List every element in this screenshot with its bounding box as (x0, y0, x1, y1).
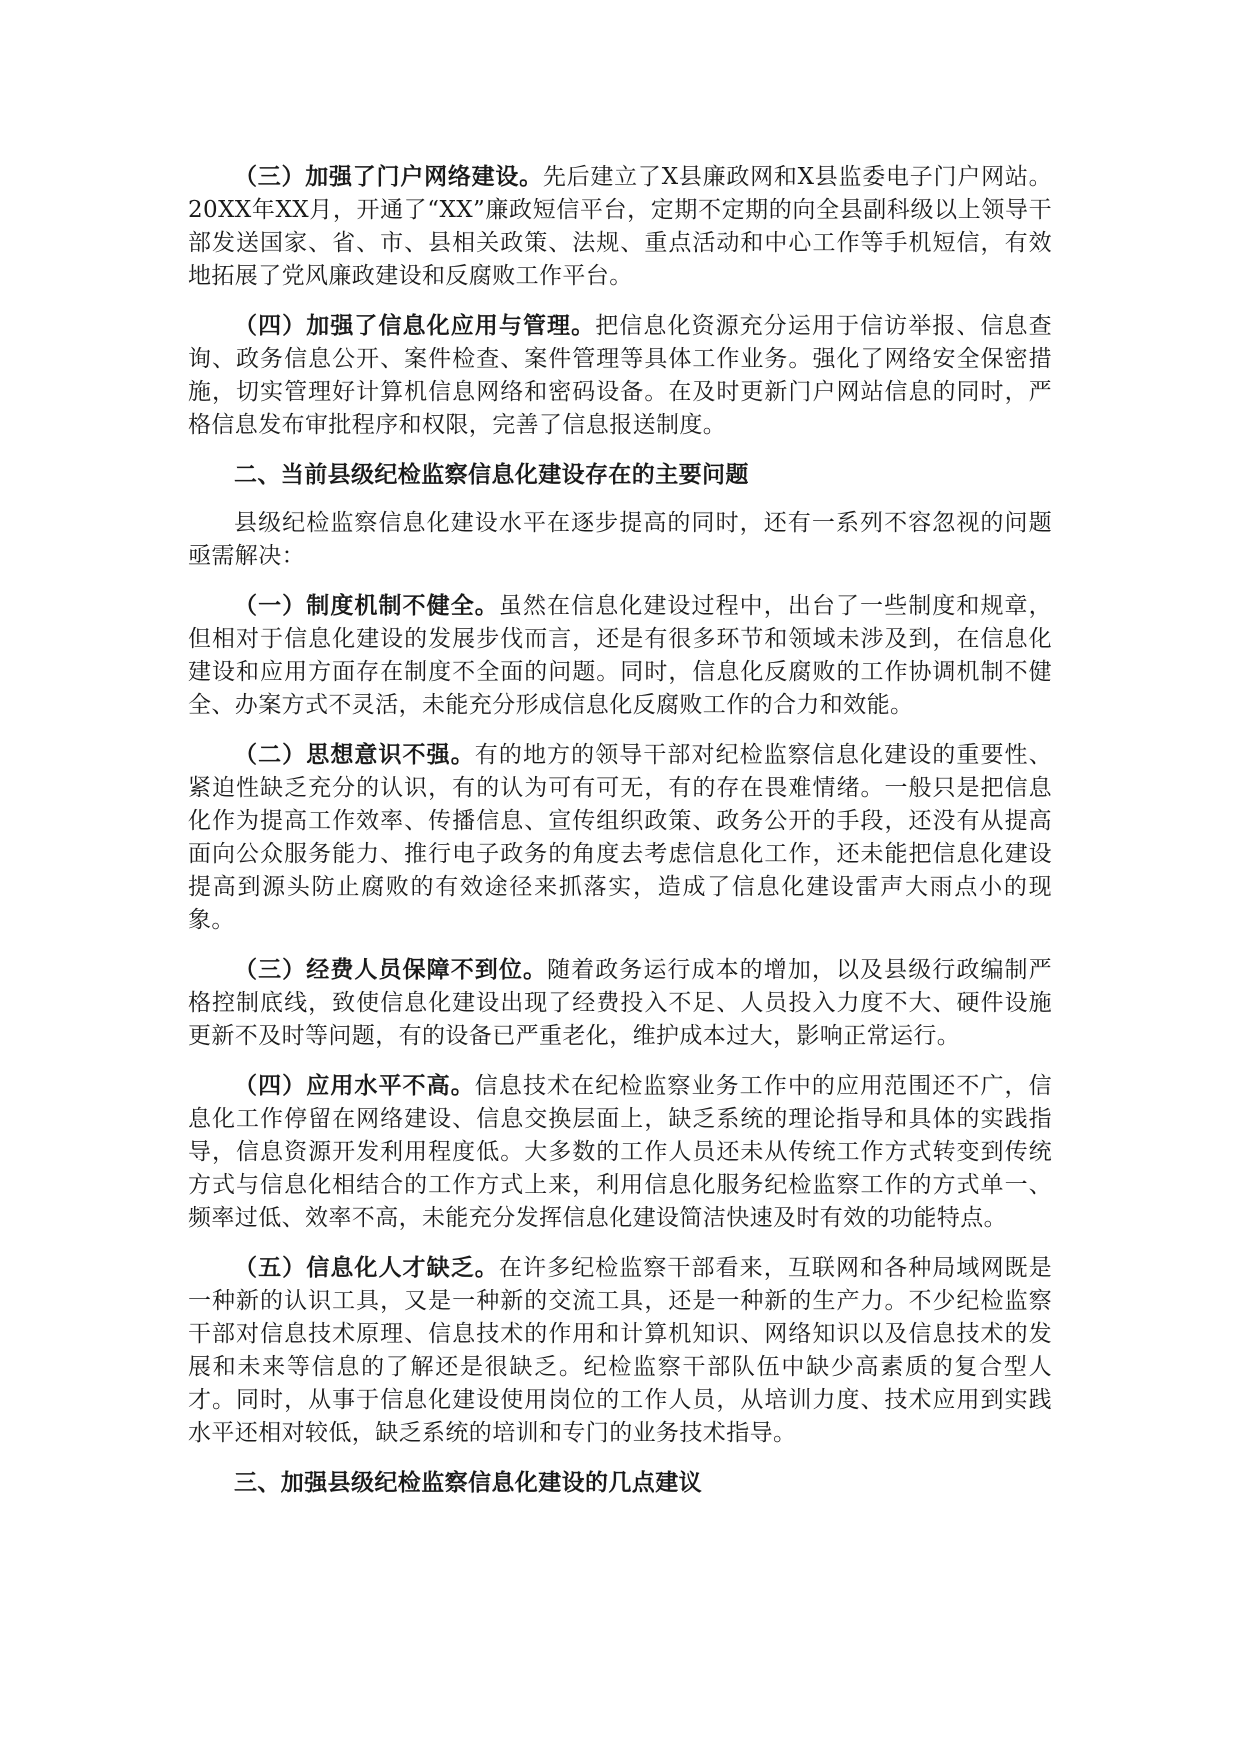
paragraph-application-level (188, 1069, 1052, 1235)
paragraph-lead: （二）思想意识不强。 (234, 741, 475, 768)
paragraph-awareness (188, 738, 1052, 937)
paragraph-portal-network (188, 160, 1052, 293)
paragraph-body: 有的地方的领导干部对纪检监察信息化建设的重要性、紧迫性缺乏充分的认识，有的认为可有可无，有的存在畏难情绪。一般只是把信息化作为提高工作效率、传播信息、宣传组织政策、政务公开的手段，还没有从提高面向公众服务能力、推行电子政务的角度去考虑信息化工作，还未能把信息化建设提高到源头防止腐败的有效途径来抓落实，造成了信息化建设雷声大雨点小的现象。 (188, 742, 1053, 933)
paragraph-lead: （四）应用水平不高。 (234, 1072, 475, 1099)
paragraph-body: 在许多纪检监察干部看来，互联网和各种局域网既是一种新的认识工具，又是一种新的交流工具，还是一种新的生产力。不少纪检监察干部对信息技术原理、信息技术的作用和计算机知识、网络知识以及信息技术的发展和未来等信息的了解还是很缺乏。纪检监察干部队伍中缺少高素质的复合型人才。同时，从事于信息化建设使用岗位的工作人员，从培训力度、技术应用到实践水平还相对较低，缺乏系统的培训和专门的业务技术指导。 (188, 1255, 1053, 1446)
paragraph-body: 虽然在信息化建设过程中，出台了一些制度和规章，但相对于信息化建设的发展步伐而言，还是有很多环节和领域未涉及到，在信息化建设和应用方面存在制度不全面的问题。同时，信息化反腐败的工作协调机制不健全、办案方式不灵活，未能充分形成信息化反腐败工作的合力和效能。 (188, 593, 1053, 718)
document-page (188, 160, 1052, 1515)
paragraph-body: 信息技术在纪检监察业务工作中的应用范围还不广，信息化工作停留在网络建设、信息交换层面上，缺乏系统的理论指导和具体的实践指导，信息资源开发利用程度低。大多数的工作人员还未从传统工作方式转变到传统方式与信息化相结合的工作方式上来，利用信息化服务纪检监察工作的方式单一、频率过低、效率不高，未能充分发挥信息化建设简洁快速及时有效的功能特点。 (188, 1073, 1053, 1231)
paragraph-body: 随着政务运行成本的增加，以及县级行政编制严格控制底线，致使信息化建设出现了经费投入不足、人员投入力度不大、硬件设施更新不及时等问题，有的设备已严重老化，维护成本过大，影响正常运行。 (188, 957, 1053, 1049)
paragraph-info-management (188, 309, 1052, 442)
paragraph-lead: （四）加强了信息化应用与管理。 (234, 312, 596, 339)
paragraph-lead: （一）制度机制不健全。 (234, 592, 499, 619)
paragraph-body: 先后建立了X县廉政网和X县监委电子门户网站。20XX年XX月，开通了“XX”廉政短信平台，定期不定期的向全县副科级以上领导干部发送国家、省、市、县相关政策、法规、重点活动和中心工作等手机短信，有效地拓展了党风廉政建设和反腐败工作平台。 (188, 164, 1052, 289)
paragraph-body: 县级纪检监察信息化建设水平在逐步提高的同时，还有一系列不容忽视的问题亟需解决： (188, 510, 1052, 569)
paragraph-lead: （三）加强了门户网络建设。 (234, 163, 543, 190)
paragraph-talent (188, 1251, 1052, 1450)
paragraph-lead: （五）信息化人才缺乏。 (234, 1254, 499, 1281)
paragraph-body: 把信息化资源充分运用于信访举报、信息查询、政务信息公开、案件检查、案件管理等具体工作业务。强化了网络安全保密措施，切实管理好计算机信息网络和密码设备。在及时更新门户网站信息的同时，严格信息发布审批程序和权限，完善了信息报送制度。 (188, 313, 1053, 438)
section-heading-suggestions: 三、加强县级纪检监察信息化建设的几点建议 (234, 1469, 702, 1496)
section-heading-problems: 二、当前县级纪检监察信息化建设存在的主要问题 (234, 461, 749, 488)
paragraph-institution (188, 589, 1052, 722)
paragraph-problems-intro (188, 507, 1052, 573)
paragraph-funding (188, 953, 1052, 1053)
paragraph-lead: （三）经费人员保障不到位。 (234, 956, 548, 983)
